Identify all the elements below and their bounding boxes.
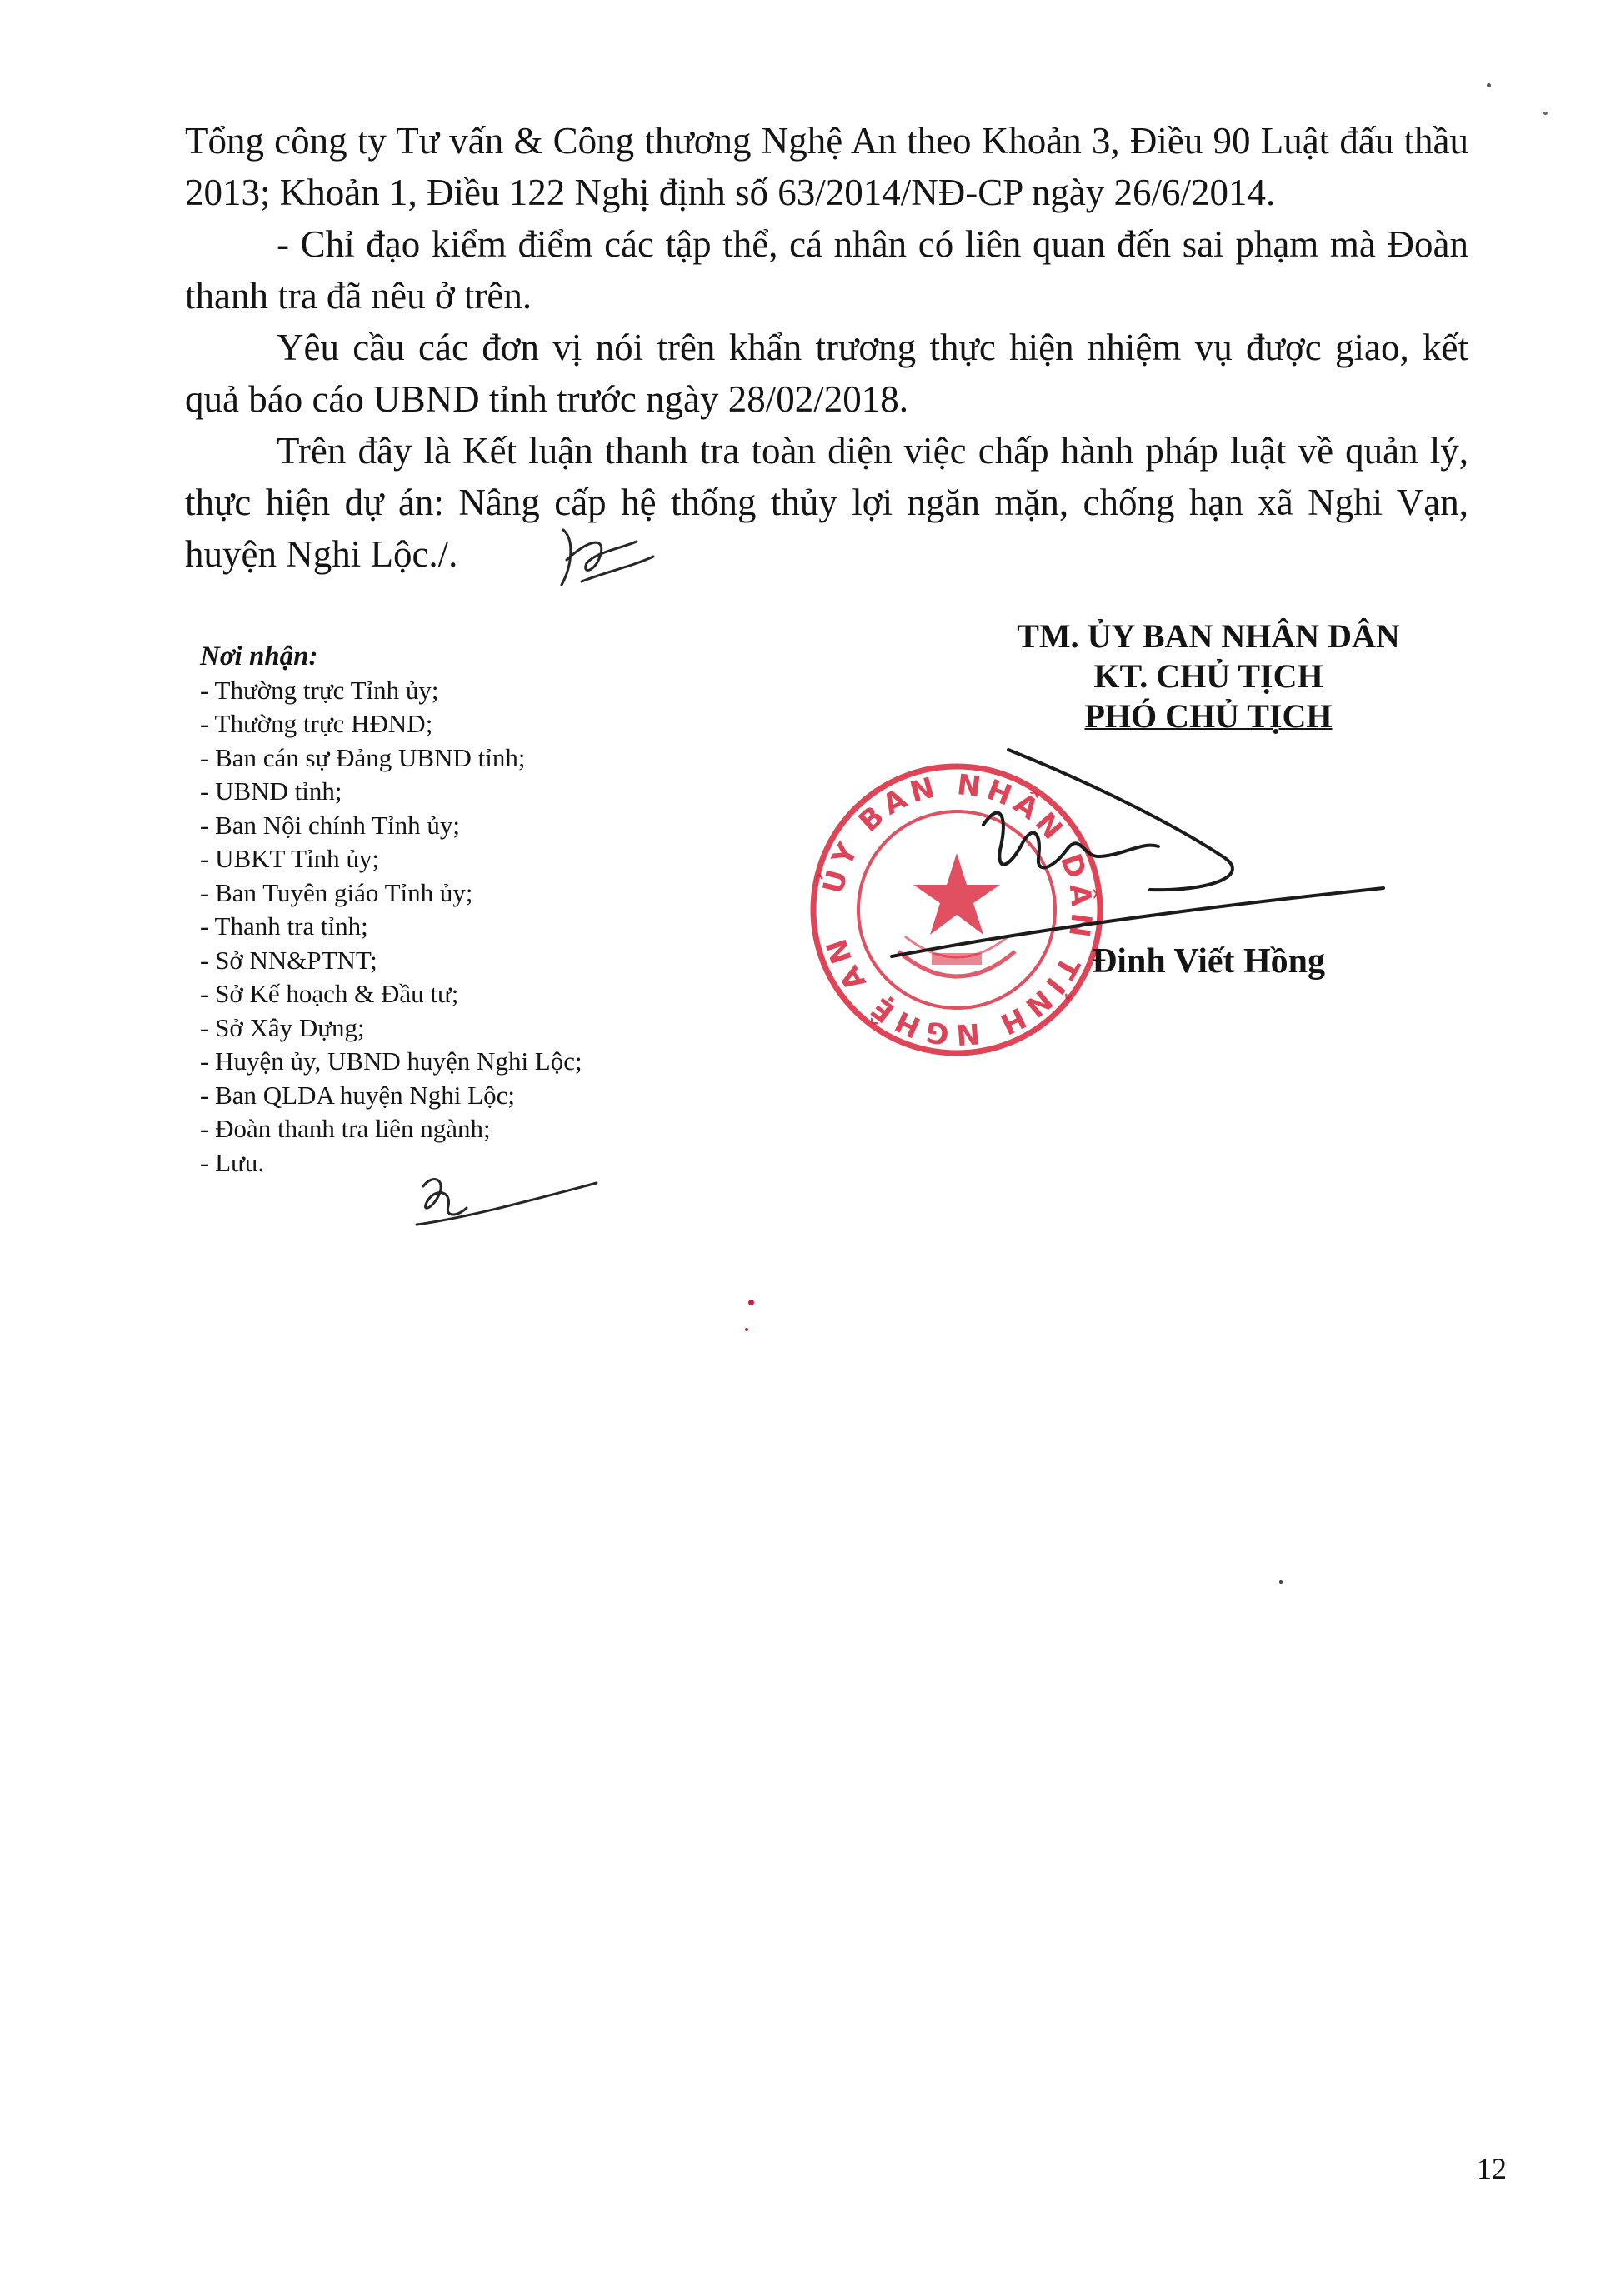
paragraph-2: - Chỉ đạo kiểm điểm các tập thể, cá nhân có liên quan đến sai phạm mà Đoàn thanh tra đã nêu ở trên. bbox=[185, 223, 1468, 317]
seal-ring-text: ỦY BAN NHÂN DÂN TỈNH NGHỆ AN bbox=[817, 768, 1098, 1051]
recipient-item: - Thường trực HĐND; bbox=[200, 709, 433, 738]
recipient-item: - Thường trực Tỉnh ủy; bbox=[200, 675, 439, 705]
recipient-item: - Ban cán sự Đảng UBND tỉnh; bbox=[200, 742, 526, 772]
initials-mark bbox=[408, 1166, 600, 1233]
signer-name: Đinh Viết Hồng bbox=[1091, 942, 1326, 981]
recipient-item: - Huyện ủy, UBND huyện Nghi Lộc; bbox=[200, 1046, 582, 1076]
paragraph-3: Yêu cầu các đơn vị nói trên khẩn trương thực hiện nhiệm vụ được giao, kết quả báo cáo UBND tỉnh trước ngày 28/02/2018. bbox=[185, 327, 1468, 420]
page-number: 12 bbox=[1477, 2152, 1507, 2185]
recipients-list bbox=[200, 674, 767, 1180]
recipient-item: - UBND tỉnh; bbox=[200, 776, 342, 806]
scan-speck bbox=[745, 1328, 748, 1331]
body-text bbox=[185, 115, 1468, 580]
recipients-title: Nơi nhận: bbox=[200, 641, 318, 671]
recipient-item: - Ban Nội chính Tỉnh ủy; bbox=[200, 810, 460, 840]
recipients-block bbox=[200, 640, 767, 1180]
sign-title-line2: KT. CHỦ TỊCH bbox=[1093, 657, 1323, 695]
recipient-item: - Ban Tuyên giáo Tỉnh ủy; bbox=[200, 877, 473, 907]
recipient-item: - Đoàn thanh tra liên ngành; bbox=[200, 1114, 491, 1143]
scan-speck bbox=[1487, 83, 1491, 87]
recipient-item: - Sở NN&PTNT; bbox=[200, 945, 378, 975]
scan-speck bbox=[1543, 112, 1548, 115]
paragraph-4: Trên đây là Kết luận thanh tra toàn diện việc chấp hành pháp luật về quản lý, thực hiện dự án: Nâng cấp hệ thống thủy lợi ngăn mặn, chống hạn xã Nghi Vạn, huyện Nghi Lộc./. bbox=[185, 430, 1468, 575]
recipient-item: - Lưu. bbox=[200, 1147, 265, 1177]
recipient-item: - UBKT Tỉnh ủy; bbox=[200, 844, 380, 873]
recipient-item: - Sở Xây Dựng; bbox=[200, 1012, 365, 1042]
sign-title-line1: TM. ỦY BAN NHÂN DÂN bbox=[1017, 617, 1400, 655]
recipient-item: - Ban QLDA huyện Nghi Lộc; bbox=[200, 1080, 515, 1110]
sign-title-line3: PHÓ CHỦ TỊCH bbox=[1084, 697, 1332, 735]
recipient-item: - Thanh tra tỉnh; bbox=[200, 911, 368, 941]
scan-speck bbox=[1279, 1580, 1282, 1584]
initials-mark bbox=[557, 523, 657, 590]
paragraph-1: Tổng công ty Tư vấn & Công thương Nghệ An theo Khoản 3, Điều 90 Luật đấu thầu 2013; Khoản 1, Điều 122 Nghị định số 63/2014/NĐ-CP ngày 26/6/2014. bbox=[185, 120, 1468, 213]
scan-speck bbox=[748, 1300, 754, 1305]
recipient-item: - Sở Kế hoạch & Đầu tư; bbox=[200, 979, 459, 1008]
signature-block bbox=[883, 616, 1533, 736]
